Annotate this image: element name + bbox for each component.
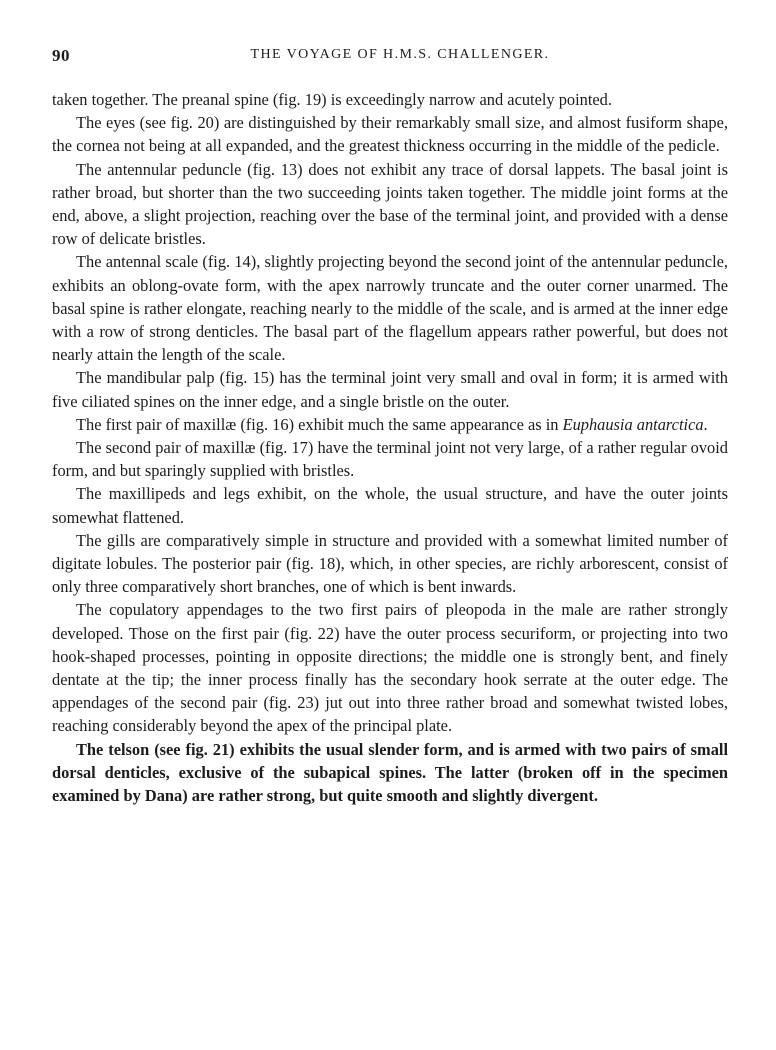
paragraph-gills: The gills are comparatively simple in structure and provided with a somewhat limited number of digitate lobules. The posterior pair (fig. 18), which, in other species, are richly arborescent, consist of only three comparatively short branches, one of which is bent inwards. [52,530,728,597]
page-number: 90 [52,46,70,65]
paragraph-mandibular-palp: The mandibular palp (fig. 15) has the terminal joint very small and oval in form; it is armed with five ciliated spines on the inner edge, and a single bristle on the outer. [52,368,728,411]
paragraph-preanal-spine: taken together. The preanal spine (fig. 19) is exceedingly narrow and acutely pointed. [52,90,612,109]
running-title: THE VOYAGE OF H.M.S. CHALLENGER. [250,47,550,62]
paragraph-eyes: The eyes (see fig. 20) are distinguished by their remarkably small size, and almost fusiform shape, the cornea not being at all expanded, and the greatest thickness occurring in the middle of the pedicle. [52,113,728,156]
body-text [52,88,728,807]
species-name-italic: Euphausia antarctica [562,414,704,434]
paragraph-second-maxillae: The second pair of maxillæ (fig. 17) have the terminal joint not very large, of a rather regular ovoid form, and but sparingly supplied with bristles. [52,438,728,481]
page-header [52,46,728,70]
paragraph-first-maxillae-end: . [703,414,708,434]
paragraph-telson: The telson (see fig. 21) exhibits the usual slender form, and is armed with two pairs of small dorsal denticles, exclusive of the subapical spines. The latter (broken off in the specimen examined by Dana) are rather strong, but quite smooth and slightly divergent. [52,739,728,806]
paragraph-maxillipeds: The maxillipeds and legs exhibit, on the whole, the usual structure, and have the outer joints somewhat flattened. [52,484,728,527]
paragraph-first-maxillae-text: The first pair of maxillæ (fig. 16) exhibit much the same appearance as in [76,414,563,434]
paragraph-copulatory-appendages: The copulatory appendages to the two first pairs of pleopoda in the male are rather strongly developed. Those on the first pair (fig. 22) have the outer process securiform, or projecting into two hook-shaped processes, pointing in opposite directions; the middle one is strongly bent, and finely dentate at the tip; the inner process finally has the secondary hook serrate at the outer edge. The appendages of the second pair (fig. 23) jut out into three rather broad and somewhat twisted lobes, reaching considerably beyond the apex of the principal plate. [52,600,728,736]
paragraph-first-maxillae [52,413,728,436]
paragraph-antennular-peduncle: The antennular peduncle (fig. 13) does not exhibit any trace of dorsal lappets. The basal joint is rather broad, but shorter than the two succeeding joints taken together. The middle joint forms at the end, above, a slight projection, reaching over the base of the terminal joint, and provided with a dense row of delicate bristles. [52,159,728,249]
paragraph-antennal-scale: The antennal scale (fig. 14), slightly projecting beyond the second joint of the antennular peduncle, exhibits an oblong-ovate form, with the apex narrowly truncate and the outer corner unarmed. The basal spine is rather elongate, reaching nearly to the middle of the scale, and is armed at the inner edge with a row of strong denticles. The basal part of the flagellum appears rather powerful, but does not nearly attain the length of the scale. [52,252,728,365]
